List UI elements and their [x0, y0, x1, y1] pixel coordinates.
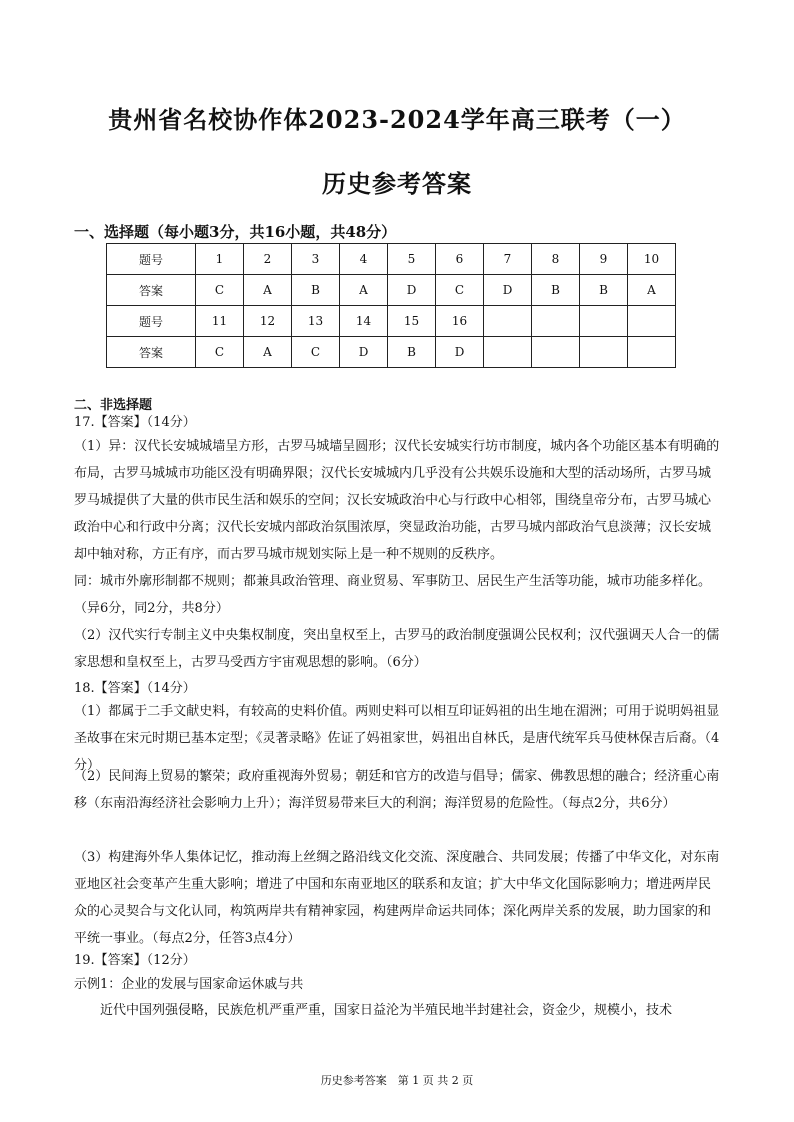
table-row-question-numbers-2 [107, 306, 676, 337]
row-label-answer: 答案 [107, 275, 196, 306]
answer-cell: C [196, 275, 244, 306]
q17-heading: 17.【答案】（14分） [74, 415, 196, 430]
question-number: 12 [244, 306, 292, 337]
question-number: 9 [580, 244, 628, 275]
question-number: 5 [388, 244, 436, 275]
table-row-answers-2 [107, 337, 676, 368]
question-number: 13 [292, 306, 340, 337]
empty-cell [580, 306, 628, 337]
empty-cell [484, 306, 532, 337]
answer-cell: D [340, 337, 388, 368]
answer-table [106, 243, 676, 368]
answer-cell: D [436, 337, 484, 368]
empty-cell [532, 337, 580, 368]
answer-cell: A [244, 337, 292, 368]
answer-cell: A [244, 275, 292, 306]
empty-cell [628, 337, 676, 368]
question-number: 14 [340, 306, 388, 337]
q18-heading: 18.【答案】（14分） [74, 681, 196, 696]
document-title: 贵州省名校协作体2023-2024学年高三联考（一） [108, 105, 686, 134]
answer-cell: D [388, 275, 436, 306]
q18-part3: （3）构建海外华人集体记忆，推动海上丝绸之路沿线文化交流、深度融合、共同发展；传播了中华文化，对东南亚地区社会变革产生重大影响；增进了中国和东南亚地区的联系和友谊；扩大中华文化国际影响力；增进两岸民众的心灵契合与文化认同，构筑两岸共有精神家园，构建两岸命运共同体；深化两岸关系的发展，助力国家的和平统一事业。（每点2分，任答3点4分） [74, 850, 720, 946]
question-number: 7 [484, 244, 532, 275]
answer-cell: C [196, 337, 244, 368]
answer-cell: B [388, 337, 436, 368]
row-label-answer: 答案 [107, 337, 196, 368]
q17-part1-common: 同：城市外廓形制都不规则；都兼具政治管理、商业贸易、军事防卫、居民生产生活等功能，城市功能多样化。（异6分，同2分，共8分） [74, 574, 712, 616]
table-row-question-numbers-1 [107, 244, 676, 275]
empty-cell [532, 306, 580, 337]
answer-cell: A [628, 275, 676, 306]
q18-part1: （1）都属于二手文献史料，有较高的史料价值。两则史料可以相互印证妈祖的出生地在湄洲；可用于说明妈祖显圣故事在宋元时期已基本定型；《灵著录略》佐证了妈祖家世，妈祖出自林氏，是唐代统军兵马使林保吉后裔。（4分） [74, 704, 720, 773]
answer-cell: B [292, 275, 340, 306]
question-number: 2 [244, 244, 292, 275]
empty-cell [484, 337, 532, 368]
q19-heading: 19.【答案】（12分） [74, 953, 196, 968]
q18-part2: （2）民间海上贸易的繁荣；政府重视海外贸易；朝廷和官方的改造与倡导；儒家、佛教思想的融合；经济重心南移（东南沿海经济社会影响力上升）；海洋贸易带来巨大的利润；海洋贸易的危险性。（每点2分，共6分） [74, 769, 720, 811]
answer-cell: B [532, 275, 580, 306]
answer-cell: C [436, 275, 484, 306]
q17-part1: （1）异：汉代长安城城墙呈方形，古罗马城墙呈圆形；汉代长安城实行坊市制度，城内各个功能区基本有明确的布局，古罗马城城市功能区没有明确界限；汉代长安城城内几乎没有公共娱乐设施和大型的活动场所，古罗马城罗马城提供了大量的供市民生活和娱乐的空间；汉长安城政治中心与行政中心相邻，围绕皇帝分布，古罗马城心政治中心和行政中分离；汉代长安城内部政治氛围浓厚，突显政治功能，古罗马城内部政治气息淡薄；汉长安城却中轴对称，方正有序，而古罗马城市规划实际上是一种不规则的反秩序。 [74, 439, 720, 562]
q17-part2: （2）汉代实行专制主义中央集权制度，突出皇权至上，古罗马的政治制度强调公民权利；汉代强调天人合一的儒家思想和皇权至上，古罗马受西方宇宙观思想的影响。（6分） [74, 628, 720, 670]
answer-cell: A [340, 275, 388, 306]
answer-cell: C [292, 337, 340, 368]
question-number: 15 [388, 306, 436, 337]
empty-cell [580, 337, 628, 368]
question-number: 8 [532, 244, 580, 275]
section-heading-nonchoice: 二、非选择题 [74, 398, 153, 413]
question-number: 1 [196, 244, 244, 275]
question-number: 3 [292, 244, 340, 275]
answer-cell: D [484, 275, 532, 306]
row-label-question: 题号 [107, 306, 196, 337]
answer-cell: B [580, 275, 628, 306]
question-number: 16 [436, 306, 484, 337]
empty-cell [628, 306, 676, 337]
question-number: 10 [628, 244, 676, 275]
question-number: 4 [340, 244, 388, 275]
question-number: 6 [436, 244, 484, 275]
table-row-answers-1 [107, 275, 676, 306]
q19-paragraph: 近代中国列强侵略，民族危机严重严重，国家日益沦为半殖民地半封建社会，资金少，规模小，技术 [100, 1003, 673, 1018]
page-footer: 历史参考答案 第 1 页 共 2 页 [320, 1074, 474, 1087]
question-number: 11 [196, 306, 244, 337]
q19-example-title: 示例1：企业的发展与国家命运休戚与共 [74, 977, 304, 992]
row-label-question: 题号 [107, 244, 196, 275]
section-heading-choice: 一、选择题（每小题3分，共16小题，共48分） [74, 223, 397, 241]
document-subtitle: 历史参考答案 [322, 169, 472, 198]
